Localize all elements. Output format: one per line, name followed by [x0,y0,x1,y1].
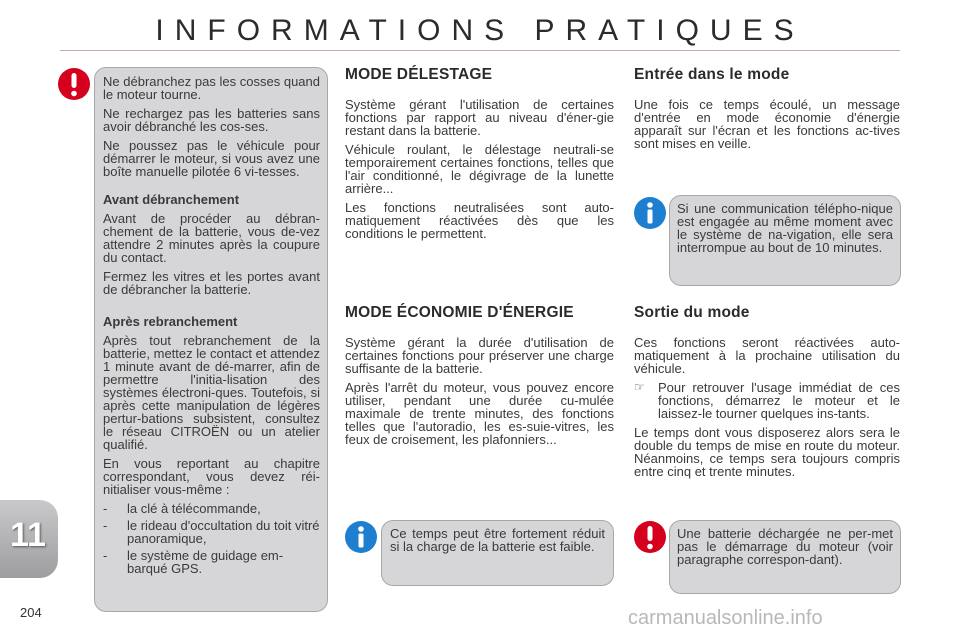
economie-para-1: Système gérant la durée d'utilisation de certaines fonctions pour préserver une charge suffisante de la batterie. [345,335,614,376]
column-right-lower [634,304,900,484]
list-item: - le système de guidage em-barqué GPS. [103,548,284,576]
warning-box-discharged-text: Une batterie déchargée ne per-met pas le démarrage du moteur (voir paragraphe correspon-dant). [677,526,893,567]
left-para-2: Ne rechargez pas les batteries sans avoir débranché les cos-ses. [103,106,320,134]
page-number: 204 [20,605,42,620]
chapter-number: 11 [10,516,46,554]
list-item: - le rideau d'occultation du toit vitré panoramique, [103,518,320,546]
column-middle-lower [345,304,614,452]
info-box-telephone-text: Si une communication télépho-nique est engagée au même moment avec le système de na-vigation, elle sera interrompue au bout de 10 minutes. [677,201,893,255]
warning-box-discharged [669,520,901,594]
info-box-telephone [669,195,901,286]
info-icon [633,196,667,230]
sortie-para-2: Le temps dont vous disposerez alors sera le double du temps de mise en route du moteur. Néanmoins, ce temps sera toujours compris entre cinq et trente minutes. [634,425,900,479]
apres-para-1: Après tout rebranchement de la batterie, mettez le contact et attendez 1 minute avant de dé-marrer, afin de permettre l'initia-lisation des systèmes électroni-ques. Toutefois, si après cette manipulation de légères pertur-bations subsistent, consultez le réseau CITROËN ou un atelier qualifié. [103,333,320,452]
economie-heading: MODE ÉCONOMIE D'ÉNERGIE [345,304,574,321]
column-right [634,66,900,156]
entree-heading: Entrée dans le mode [634,66,790,83]
delestage-para-2: Véhicule roulant, le délestage neutrali-se temporairement certaines fonctions, telles que l'air conditionné, le dégivrage de la lunette arrière... [345,142,614,196]
watermark: carmanualsonline.info [628,607,823,629]
list-item: - la clé à télécommande, [103,501,261,516]
info-box-charge [381,520,614,586]
apres-heading: Après rebranchement [103,314,238,329]
sortie-para-1: Ces fonctions seront réactivées auto-matiquement à la prochaine utilisation du véhicule. [634,335,900,376]
left-para-3: Ne poussez pas le véhicule pour démarrer le moteur, si vous avez une boîte manuelle pilotée 6 vi-tesses. [103,138,320,179]
left-para-1: Ne débranchez pas les cosses quand le moteur tourne. [103,74,320,102]
info-icon [344,520,378,554]
warning-icon [57,67,91,101]
economie-para-2: Après l'arrêt du moteur, vous pouvez encore utiliser, pendant une durée cu-mulée maximale de trente minutes, des fonctions telles que l'autoradio, les es-suie-vitres, les feux de croisement, les plafonniers... [345,380,614,447]
header-divider [60,50,900,51]
pointing-hand-icon: ☞ [634,380,645,394]
column-middle [345,66,614,246]
delestage-para-1: Système gérant l'utilisation de certaines fonctions par rapport au niveau d'éner-gie restant dans la batterie. [345,97,614,138]
delestage-heading: MODE DÉLESTAGE [345,66,493,83]
delestage-para-3: Les fonctions neutralisées sont auto-matiquement réactivées dès que les conditions le permettent. [345,200,614,241]
sortie-bullet: ☞ Pour retrouver l'usage immédiat de ces fonctions, démarrez le moteur et le laissez-le tourner quelques ins-tants. [634,380,900,421]
avant-para-2: Fermez les vitres et les portes avant de débrancher la batterie. [103,269,320,297]
warning-icon [633,520,667,554]
sortie-heading: Sortie du mode [634,304,750,321]
avant-para-1: Avant de procéder au débran-chement de la batterie, vous de-vez attendre 2 minutes après la coupure du contact. [103,211,320,265]
avant-heading: Avant débranchement [103,192,240,207]
entree-para: Une fois ce temps écoulé, un message d'entrée en mode économie d'énergie apparaît sur l'écran et les fonctions ac-tives sont mises en veille. [634,97,900,151]
info-box-charge-text: Ce temps peut être fortement réduit si la charge de la batterie est faible. [390,526,605,554]
warning-box-battery [94,67,328,612]
apres-para-2: En vous reportant au chapitre correspondant, vous devez réi-nitialiser vous-même : [103,456,320,497]
page-title: INFORMATIONS PRATIQUES [155,14,805,47]
